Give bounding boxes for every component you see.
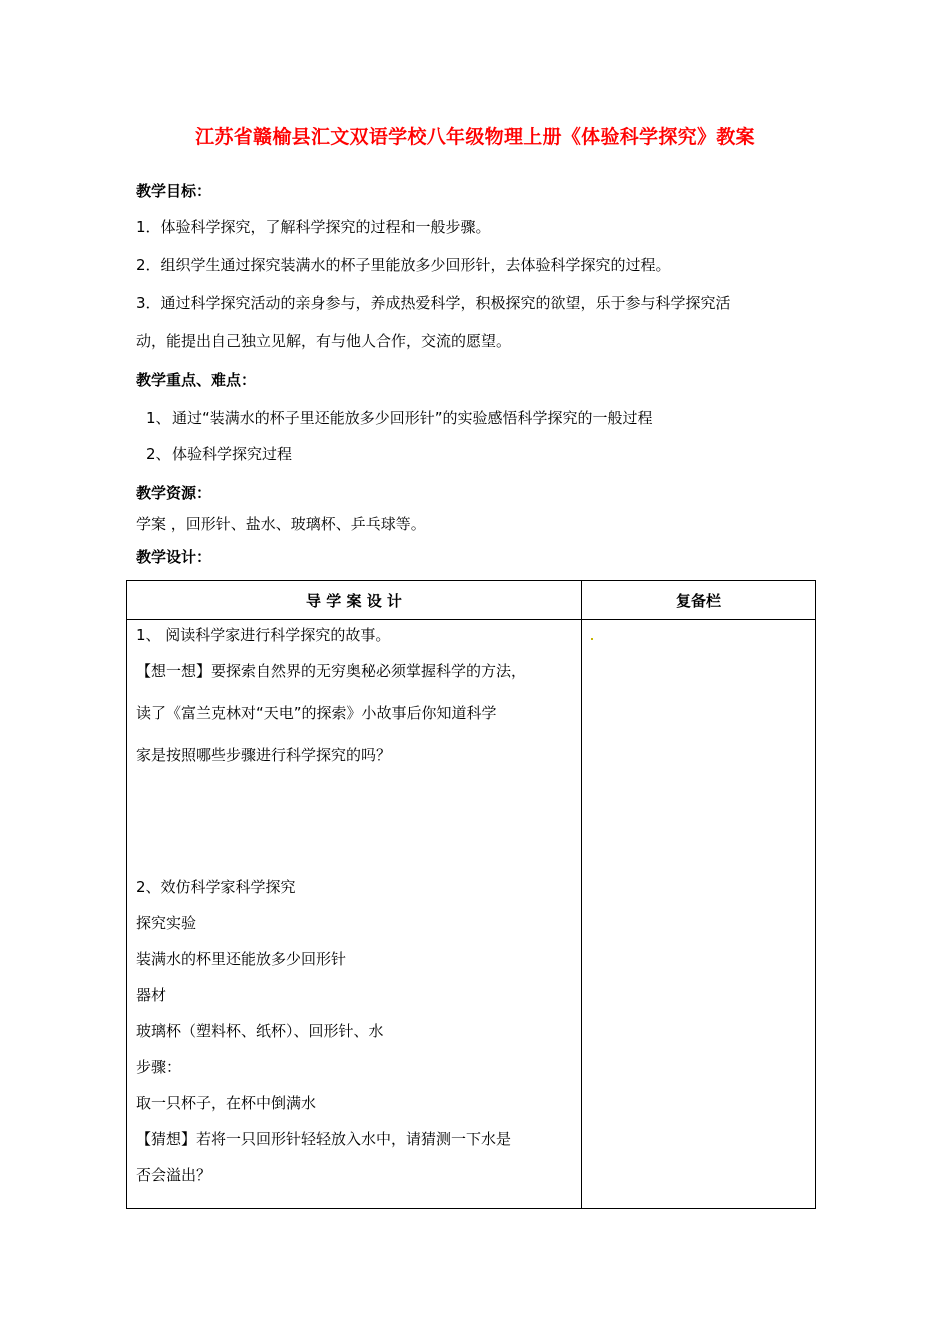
design-line: 【想一想】要探索自然界的无穷奥秘必须掌握科学的方法， [136,662,527,680]
objectives-heading: 教学目标： [136,182,212,200]
review-column-cell [582,620,816,1209]
design-table-row [127,620,816,1209]
key-point-text: 通过“装满水的杯子里还能放多少回形针”的实验感悟科学探究的一般过程 [172,409,653,427]
review-column-header: 复备栏 [582,581,816,620]
design-line: 读了《富兰克林对“天电”的探索》小故事后你知道科学 [136,704,497,722]
design-content-cell [127,620,582,1209]
design-line: 2、效仿科学家科学探究 [136,878,296,896]
key-point-text: 体验科学探究过程 [172,445,293,463]
design-line: 家是按照哪些步骤进行科学探究的吗？ [136,746,392,764]
objective-item-3-cont: 动，能提出自己独立见解，有与他人合作，交流的愿望。 [136,332,512,350]
design-table [126,580,816,1209]
design-heading: 教学设计： [136,548,212,566]
key-points-heading: 教学重点、难点： [136,371,257,389]
design-line: 玻璃杯（塑料杯、纸杯）、回形针、水 [136,1022,384,1040]
design-line: 1、 阅读科学家进行科学探究的故事。 [136,626,391,644]
design-line: 取一只杯子，在杯中倒满水 [136,1094,317,1112]
resources-text: 学案 ，回形针、盐水、玻璃杯、乒乓球等。 [136,515,426,533]
key-point-number: 2、 [146,445,171,463]
design-line: 否会溢出？ [136,1166,212,1184]
design-line: 【猜想】若将一只回形针轻轻放入水中，请猜测一下水是 [136,1130,512,1148]
design-line: 探究实验 [136,914,197,932]
objective-item-1: 1．体验科学探究，了解科学探究的过程和一般步骤。 [136,218,491,236]
objective-item-2: 2．组织学生通过探究装满水的杯子里能放多少回形针，去体验科学探究的过程。 [136,256,671,274]
objective-item-3: 3．通过科学探究活动的亲身参与，养成热爱科学，积极探究的欲望，乐于参与科学探究活 [136,294,731,312]
document-title: 江苏省赣榆县汇文双语学校八年级物理上册《体验科学探究》教案 [195,126,755,148]
design-column-header: 导 学 案 设 计 [127,581,582,620]
resources-heading: 教学资源： [136,484,212,502]
marker-dot [591,638,593,640]
key-point-number: 1、 [146,409,171,427]
design-line: 步骤： [136,1058,182,1076]
design-line: 器材 [136,986,167,1004]
design-line: 装满水的杯里还能放多少回形针 [136,950,347,968]
design-table-header-row [127,581,816,620]
